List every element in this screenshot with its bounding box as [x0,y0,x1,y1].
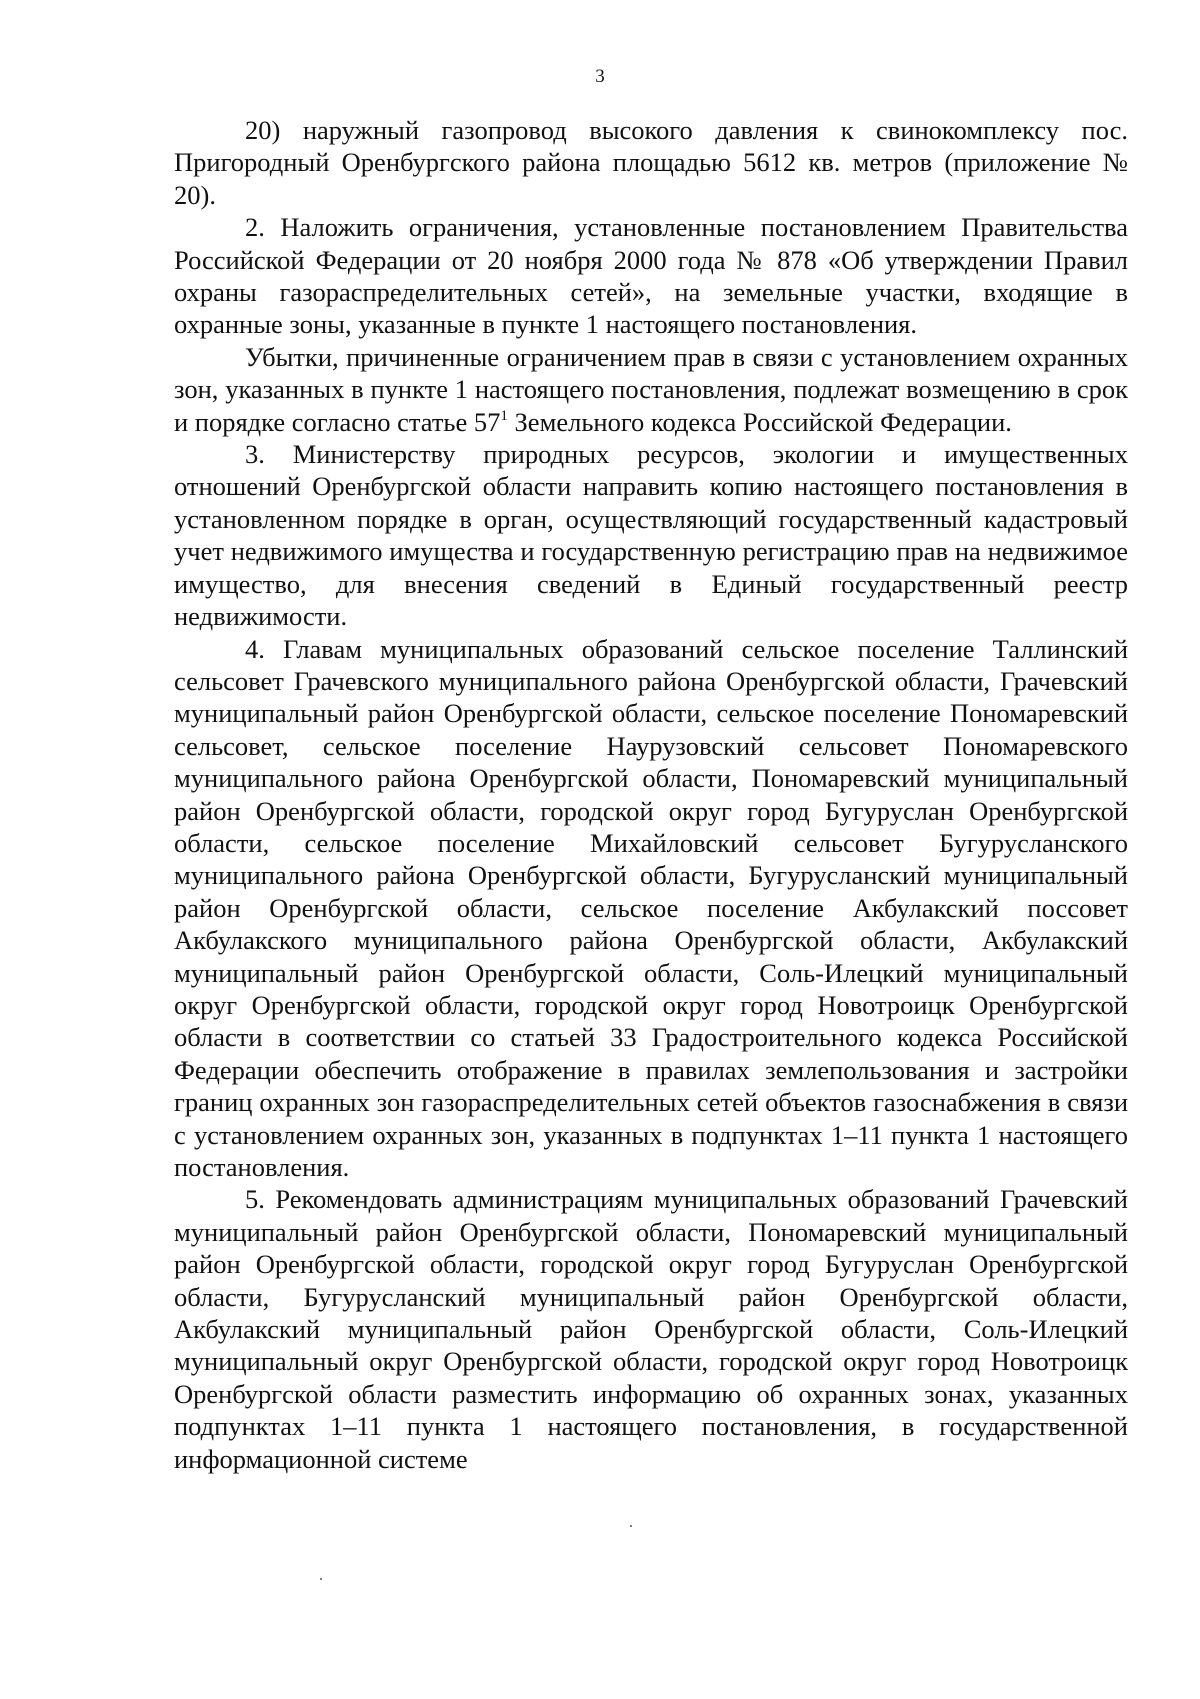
paragraph-clause-4: 4. Главам муниципальных образований сельское поселение Таллинский сельсовет Грачевского муниципального района Оренбургской области, Грачевский муниципальный район Оренбургской области, сельское поселение Пономаревский сельсовет, сельское поселение Наурузовский сельсовет Пономаревского муниципального района Оренбургской области, Пономаревский муниципальный район Оренбургской области, городской округ город Бугуруслан Оренбургской области, сельское поселение Михайловский сельсовет Бугурусланского муниципального района Оренбургской области, Бугурусланский муниципальный район Оренбургской области, сельское поселение Акбулакский поссовет Акбулакского муниципального района Оренбургской области, Акбулакский муниципальный район Оренбургской области, Соль-Илецкий муниципальный округ Оренбургской области, городской округ город Новотроицк Оренбургской области в соответствии со статьей 33 Градостроительного кодекса Российской Федерации обеспечить отображение в правилах землепользования и застройки границ охранных зон газораспределительных сетей объектов газоснабжения в связи с установлением охранных зон, указанных в подпунктах 1–11 пункта 1 настоящего постановления. [174,633,1128,1182]
document-body [174,114,1128,1475]
paragraph-clause-2: 2. Наложить ограничения, установленные постановлением Правительства Российской Федерации от 20 ноября 2000 года № 878 «Об утверждении Правил охраны газораспределительных сетей», на земельные участки, входящие в охранные зоны, указанные в пункте 1 настоящего постановления. [174,212,1128,340]
paragraph-losses-text: Убытки, причиненные ограничением прав в связи с установлением охранных зон, указанных в пункте 1 настоящего постановления, подлежат возмещению в срок и порядке согласно статье 57 [174,341,1128,437]
paragraph-item-20: 20) наружный газопровод высокого давления к свинокомплексу пос. Пригородный Оренбургского района площадью 5612 кв. метров (приложение № 20). [174,115,1128,210]
article-superscript: 1 [500,407,508,424]
page-number: 3 [595,66,605,87]
paragraph-clause-5: 5. Рекомендовать администрациям муниципальных образований Грачевский муниципальный район Оренбургской области, Пономаревский муниципальный район Оренбургской области, городской округ город Бугуруслан Оренбургской области, Бугурусланский муниципальный район Оренбургской области, Акбулакский муниципальный район Оренбургской области, Соль-Илецкий муниципальный округ Оренбургской области, городской округ город Новотроицк Оренбургской области разместить информацию об охранных зонах, указанных подпунктах 1–11 пункта 1 настоящего постановления, в государственной информационной системе [174,1184,1128,1474]
paragraph-losses [174,341,1128,438]
paragraph-clause-3: 3. Министерству природных ресурсов, экологии и имущественных отношений Оренбургской области направить копию настоящего постановления в установленном порядке в орган, осуществляющий государственный кадастровый учет недвижимого имущества и государственную регистрацию прав на недвижимое имущество, для внесения сведений в Единый государственный реестр недвижимости. [174,439,1128,632]
scan-speck [320,1578,322,1580]
paragraph-losses-text-end: Земельного кодекса Российской Федерации. [507,406,1012,437]
scan-speck [630,1525,632,1527]
